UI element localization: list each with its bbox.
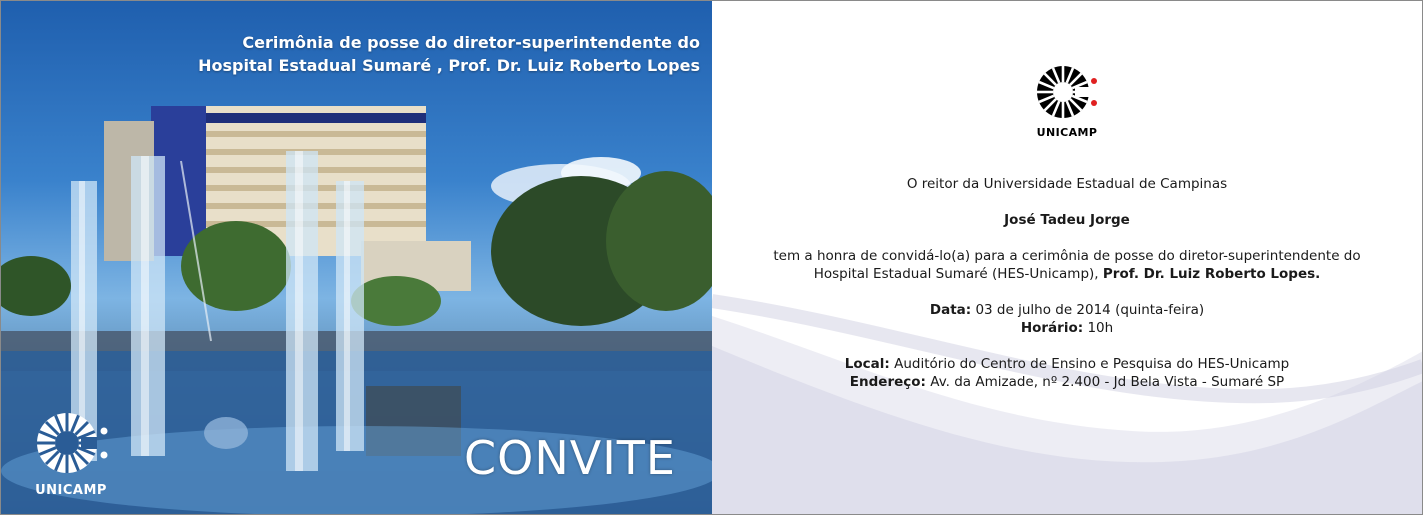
cover-title-line2: Hospital Estadual Sumaré , Prof. Dr. Luiz Roberto Lopes — [198, 56, 700, 75]
hospital-name: Hospital Estadual Sumaré (HES-Unicamp), — [813, 266, 1099, 282]
director-name: Prof. Dr. Luiz Roberto Lopes. — [1102, 266, 1321, 282]
time-line — [712, 319, 1422, 337]
convite-heading: CONVITE — [464, 431, 676, 485]
unicamp-emblem-icon — [29, 409, 113, 477]
cover-title-line1: Cerimônia de posse do diretor-superintendente do — [242, 33, 700, 52]
address-line — [712, 373, 1422, 391]
date-line — [712, 301, 1422, 319]
location-label: Local: — [844, 356, 890, 372]
cover-panel — [1, 1, 712, 514]
reitor-name: José Tadeu Jorge — [1004, 212, 1130, 228]
time-label: Horário: — [1020, 320, 1084, 336]
address-value: Av. da Amizade, nº 2.400 - Jd Bela Vista - Sumaré SP — [930, 374, 1285, 390]
unicamp-wordmark: UNICAMP — [35, 483, 107, 498]
unicamp-emblem-icon — [1032, 63, 1102, 121]
date-value: 03 de julho de 2014 (quinta-feira) — [975, 302, 1205, 318]
address-label: Endereço: — [849, 374, 926, 390]
unicamp-wordmark: UNICAMP — [1036, 126, 1098, 139]
invitation-text-panel — [712, 1, 1422, 514]
unicamp-logo — [1032, 63, 1102, 139]
reitor-line: O reitor da Universidade Estadual de Campinas — [906, 176, 1228, 192]
location-value: Auditório do Centro de Ensino e Pesquisa do HES-Unicamp — [894, 356, 1290, 372]
invite-line-2 — [712, 265, 1422, 283]
date-label: Data: — [929, 302, 972, 318]
unicamp-logo-white — [29, 409, 113, 498]
invite-line-1: tem a honra de convidá-lo(a) para a cerimônia de posse do diretor-superintendente do — [773, 248, 1361, 264]
location-line — [712, 355, 1422, 373]
time-value: 10h — [1087, 320, 1114, 336]
invitation-body — [712, 175, 1422, 391]
cover-title — [140, 31, 700, 77]
